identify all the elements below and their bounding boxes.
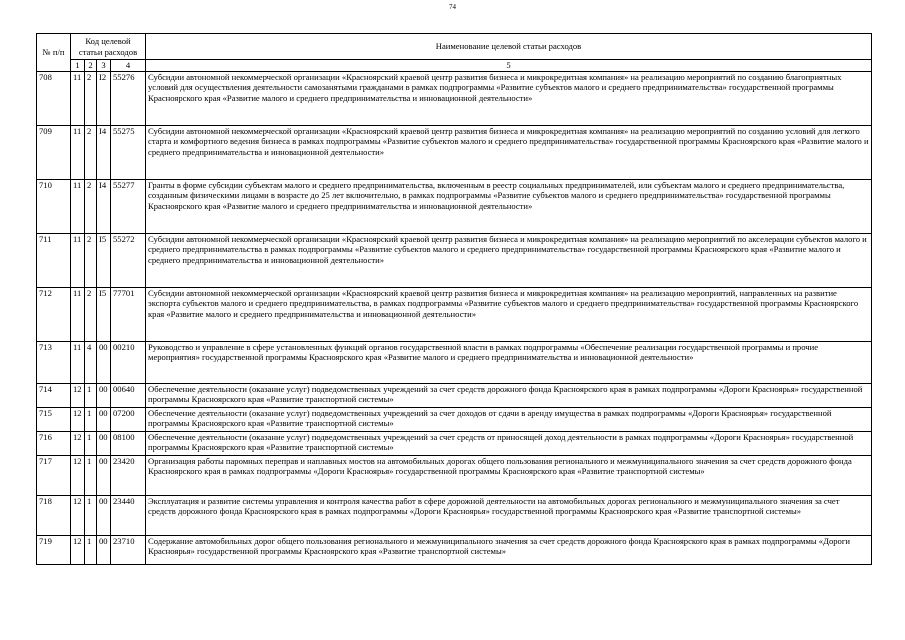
code-program: 12 [71,455,85,495]
table-row [37,495,872,535]
code-expense: 55277 [111,179,146,233]
header-name: Наименование целевой статьи расходов [146,34,872,60]
table-row [37,341,872,383]
expense-name: Обеспечение деятельности (оказание услуг) подведомственных учреждений за счет средств дорожного фонда Красноярского края в рамках подпрограммы «Дороги Красноярья» государственной программы Красноярского края «Развитие транспортной системы» [146,383,872,407]
expense-name: Содержание автомобильных дорог общего пользования регионального и межмуниципального значения за счет средств дорожного фонда Красноярского края в рамках подпрограммы «Дороги Красноярья» государственной программы Красноярского края «Развитие транспортной системы» [146,535,872,564]
table-row [37,233,872,287]
code-program: 12 [71,535,85,564]
code-subprogram: 2 [85,71,97,125]
expense-name: Организация работы паромных переправ и наплавных мостов на автомобильных дорогах общего пользования регионального и межмуниципального значения за счет средств дорожного фонда Красноярского края в рамках подпрограммы «Дороги Красноярья» государственной программы Красноярского края «Развитие транспортной системы» [146,455,872,495]
code-direction: I4 [97,125,111,179]
table-row [37,179,872,233]
header-sub-3: 3 [97,60,111,72]
table-row [37,431,872,455]
code-program: 11 [71,341,85,383]
code-direction: 00 [97,455,111,495]
table-row [37,125,872,179]
table-row [37,407,872,431]
expense-name: Обеспечение деятельности (оказание услуг) подведомственных учреждений за счет доходов от сдачи в аренду имущества в рамках подпрограммы «Дороги Красноярья» государственной программы Красноярского края «Развитие транспортной системы» [146,407,872,431]
header-sub-1: 1 [71,60,85,72]
target-expense-table [36,33,872,565]
code-expense: 23710 [111,535,146,564]
table-row [37,287,872,341]
expense-name: Субсидии автономной некоммерческой организации «Красноярский краевой центр развития бизнеса и микрокредитная компания» на реализацию мероприятий по акселерации субъектов малого и среднего предпринимательства в рамках подпрограммы «Развитие субъектов малого и среднего предпринимательства» государственной программы Красноярского края «Развитие малого и среднего предпринимательства и инновационной деятельности» [146,233,872,287]
code-expense: 23440 [111,495,146,535]
code-direction: 00 [97,407,111,431]
expense-name: Обеспечение деятельности (оказание услуг) подведомственных учреждений за счет средств от приносящей доход деятельности в рамках подпрограммы «Дороги Красноярья» государственной программы Красноярского края «Развитие транспортной системы» [146,431,872,455]
header-subnumbers-row [37,60,872,72]
code-direction: I4 [97,179,111,233]
code-subprogram: 2 [85,179,97,233]
code-direction: I5 [97,287,111,341]
code-expense: 23420 [111,455,146,495]
code-subprogram: 1 [85,431,97,455]
code-expense: 08100 [111,431,146,455]
code-subprogram: 1 [85,407,97,431]
row-number: 719 [37,535,71,564]
code-expense: 55272 [111,233,146,287]
row-number: 710 [37,179,71,233]
code-subprogram: 4 [85,341,97,383]
code-direction: I2 [97,71,111,125]
table-row [37,535,872,564]
code-subprogram: 2 [85,125,97,179]
expense-name: Субсидии автономной некоммерческой организации «Красноярский краевой центр развития бизнеса и микрокредитная компания» на реализацию мероприятий по созданию благоприятных условий для осуществления деятельности самозанятыми гражданами в рамках подпрограммы «Развитие субъектов малого и среднего предпринимательства» государственной программы Красноярского края «Развитие малого и среднего предпринимательства и инновационной деятельности» [146,71,872,125]
code-direction: 00 [97,535,111,564]
expense-name: Субсидии автономной некоммерческой организации «Красноярский краевой центр развития бизнеса и микрокредитная компания» на реализацию мероприятий, направленных на развитие экспорта субъектов малого и среднего предпринимательства, в рамках подпрограммы «Развитие субъектов малого и среднего предпринимательства» государственной программы Красноярского края «Развитие малого и среднего предпринимательства и инновационной деятельности» [146,287,872,341]
code-expense: 55275 [111,125,146,179]
table-row [37,71,872,125]
row-number: 712 [37,287,71,341]
expense-name: Эксплуатация и развитие системы управления и контроля качества работ в сфере дорожной деятельности на автомобильных дорогах регионального и межмуниципального значения за счет средств дорожного фонда Красноярского края в рамках подпрограммы «Дороги Красноярья» государственной программы Красноярского края «Развитие транспортной системы» [146,495,872,535]
code-program: 11 [71,233,85,287]
code-expense: 00640 [111,383,146,407]
code-direction: 00 [97,383,111,407]
row-number: 714 [37,383,71,407]
row-number: 711 [37,233,71,287]
header-row [37,34,872,60]
code-expense: 55276 [111,71,146,125]
expense-name: Руководство и управление в сфере установленных функций органов государственной власти в рамках подпрограммы «Обеспечение реализации государственной программы и прочие мероприятия» государственной программы Красноярского края «Развитие малого и среднего предпринимательства и инновационной деятельности» [146,341,872,383]
table-row [37,455,872,495]
code-program: 11 [71,71,85,125]
code-program: 11 [71,125,85,179]
code-direction: I5 [97,233,111,287]
row-number: 708 [37,71,71,125]
row-number: 713 [37,341,71,383]
code-subprogram: 1 [85,383,97,407]
code-direction: 00 [97,341,111,383]
code-program: 12 [71,495,85,535]
code-program: 12 [71,383,85,407]
code-expense: 77701 [111,287,146,341]
code-direction: 00 [97,495,111,535]
header-sub-4: 4 [111,60,146,72]
expense-name: Гранты в форме субсидии субъектам малого и среднего предпринимательства, включенным в реестр социальных предпринимателей, или субъектам малого и среднего предпринимательства, созданным физическими лицами в возрасте до 25 лет включительно, в рамках подпрограммы «Развитие субъектов малого и среднего предпринимательства» государственной программы Красноярского края «Развитие малого и среднего предпринимательства и инновационной деятельности» [146,179,872,233]
row-number: 715 [37,407,71,431]
header-sub-5: 5 [146,60,872,72]
code-expense: 07200 [111,407,146,431]
code-subprogram: 1 [85,455,97,495]
code-subprogram: 1 [85,535,97,564]
row-number: 717 [37,455,71,495]
code-program: 12 [71,407,85,431]
code-program: 12 [71,431,85,455]
code-program: 11 [71,179,85,233]
code-subprogram: 1 [85,495,97,535]
expense-name: Субсидии автономной некоммерческой организации «Красноярский краевой центр развития бизнеса и микрокредитная компания» на реализацию мероприятий по созданию условий для легкого старта и комфортного ведения бизнеса в рамках подпрограммы «Развитие субъектов малого и среднего предпринимательства» государственной программы Красноярского края «Развитие малого и среднего предпринимательства и инновационной деятельности» [146,125,872,179]
header-sub-2: 2 [85,60,97,72]
table-row [37,383,872,407]
header-num: № п/п [37,34,71,72]
row-number: 718 [37,495,71,535]
code-expense: 00210 [111,341,146,383]
code-direction: 00 [97,431,111,455]
row-number: 716 [37,431,71,455]
code-program: 11 [71,287,85,341]
code-subprogram: 2 [85,233,97,287]
row-number: 709 [37,125,71,179]
page-number: 74 [449,3,456,11]
header-code: Код целевой статьи расходов [71,34,146,60]
code-subprogram: 2 [85,287,97,341]
